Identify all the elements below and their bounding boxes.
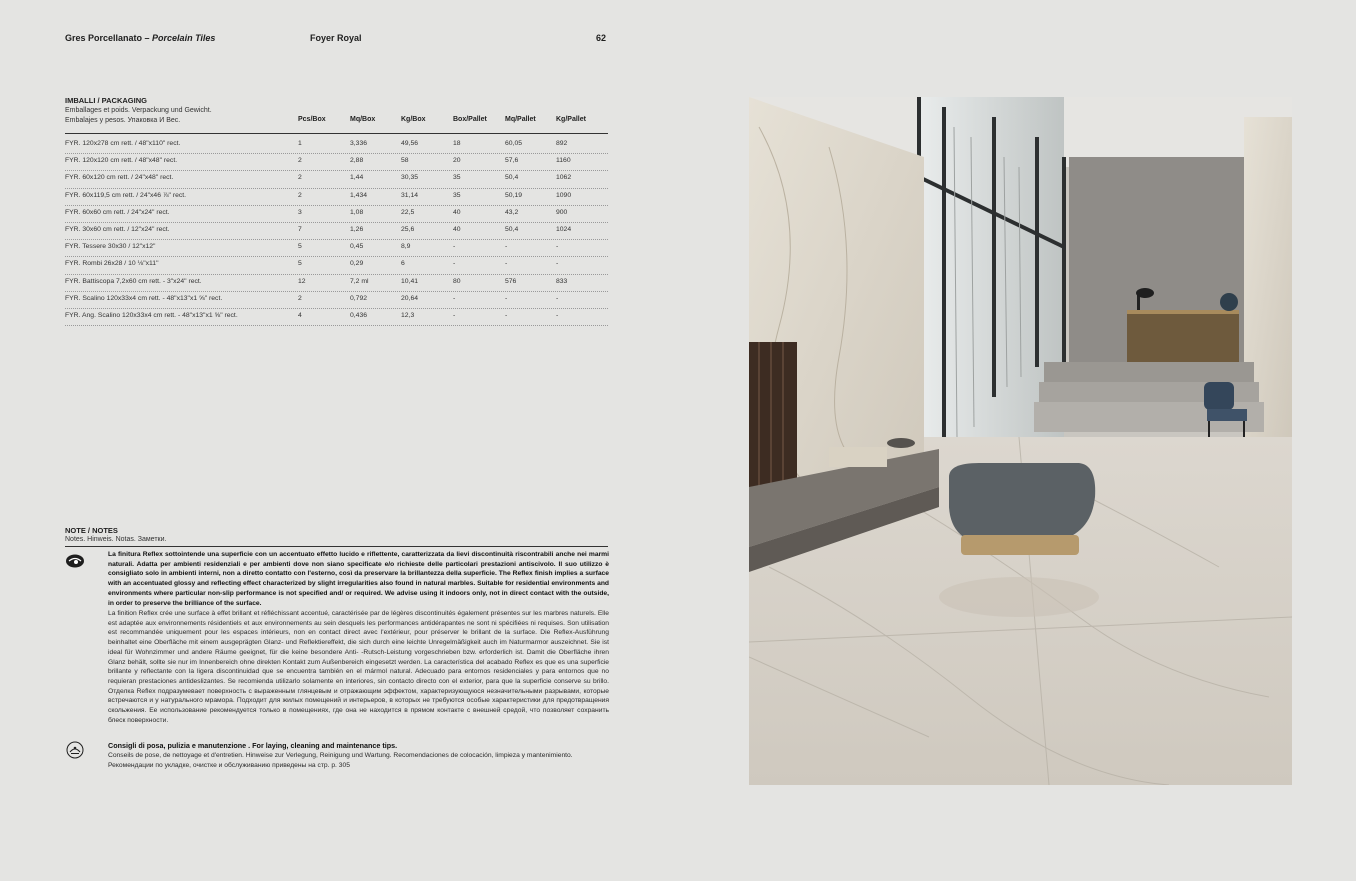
table-row xyxy=(65,240,608,257)
table-row xyxy=(65,223,608,240)
product-name-cell: FYR. 120x278 cm rett. / 48"x110" rect. xyxy=(65,140,181,147)
packaging-table xyxy=(65,137,608,326)
value-cell: 576 xyxy=(505,277,517,285)
value-cell: - xyxy=(453,243,456,251)
value-cell: - xyxy=(453,260,456,268)
value-cell: 12,3 xyxy=(401,311,415,319)
value-cell: 2,88 xyxy=(350,157,364,165)
value-cell: 0,45 xyxy=(350,243,364,251)
column-header-pcs-box: Pcs/Box xyxy=(298,116,326,123)
value-cell: 10,41 xyxy=(401,277,419,285)
value-cell: 833 xyxy=(556,277,568,285)
value-cell: 8,9 xyxy=(401,243,411,251)
value-cell: 7,2 ml xyxy=(350,277,369,285)
value-cell: 2 xyxy=(298,174,302,182)
value-cell: - xyxy=(556,260,559,268)
value-cell: - xyxy=(556,243,559,251)
value-cell: 40 xyxy=(453,208,461,216)
value-cell: 0,792 xyxy=(350,294,368,302)
value-cell: 43,2 xyxy=(505,208,519,216)
product-name-cell: FYR. Tessere 30x30 / 12"x12" xyxy=(65,243,156,251)
value-cell: 0,436 xyxy=(350,311,368,319)
column-header-box-pallet: Box/Pallet xyxy=(453,116,487,123)
value-cell: 2 xyxy=(298,191,302,199)
packaging-subtitle xyxy=(65,106,212,125)
column-header-mq-box: Mq/Box xyxy=(350,116,376,123)
value-cell: 30,35 xyxy=(401,174,419,182)
value-cell: 900 xyxy=(556,208,568,216)
packaging-title: IMBALLI / PACKAGING xyxy=(65,96,147,105)
maintenance-icon xyxy=(65,741,85,759)
value-cell: 5 xyxy=(298,243,302,251)
page-number: 62 xyxy=(596,33,607,43)
product-name-cell: FYR. 60x119,5 cm rett. / 24"x46 ⅞" rect. xyxy=(65,191,187,199)
value-cell: 80 xyxy=(453,277,461,285)
care-tips-text: Conseils de pose, de nettoyage et d'entretien. Hinweise zur Verlegung, Reinigung und Wartung. Recomendaciones de colocación, limpieza y mantenimiento. Рекомендации по укладке, очистке и обслуживанию приведены на стр. р. 305 xyxy=(108,752,573,769)
value-cell: - xyxy=(505,294,508,302)
table-row xyxy=(65,171,608,188)
product-name-cell: FYR. 30x60 cm rett. / 12"x24" rect. xyxy=(65,225,170,233)
value-cell: - xyxy=(556,311,559,319)
care-tips-title: Consigli di posa, pulizia e manutenzione . For laying, cleaning and maintenance tips. xyxy=(108,741,398,750)
value-cell: 35 xyxy=(453,174,461,182)
value-cell: - xyxy=(505,260,508,268)
packaging-header xyxy=(65,96,610,124)
product-name-cell: FYR. Ang. Scalino 120x33x4 cm rett. - 48"x13"x1 ⅝" rect. xyxy=(65,311,238,319)
value-cell: 1,08 xyxy=(350,208,364,216)
table-row xyxy=(65,257,608,274)
value-cell: 1,26 xyxy=(350,225,364,233)
product-name-cell: FYR. Rombi 26x28 / 10 ⅛"x11" xyxy=(65,260,159,268)
value-cell: 1062 xyxy=(556,174,572,182)
column-header-kg-box: Kg/Box xyxy=(401,116,426,123)
value-cell: 7 xyxy=(298,225,302,233)
value-cell: 31,14 xyxy=(401,191,419,199)
value-cell: 6 xyxy=(401,260,405,268)
table-row xyxy=(65,309,608,326)
value-cell: - xyxy=(453,311,456,319)
value-cell: 2 xyxy=(298,294,302,302)
product-name-cell: FYR. 120x120 cm rett. / 48"x48" rect. xyxy=(65,157,178,165)
value-cell: 50,4 xyxy=(505,225,519,233)
value-cell: 22,5 xyxy=(401,208,415,216)
product-name-cell: FYR. 60x120 cm rett. / 24"x48" rect. xyxy=(65,174,174,182)
table-row xyxy=(65,206,608,223)
table-row xyxy=(65,154,608,171)
value-cell: 2 xyxy=(298,157,302,165)
notes-header xyxy=(65,526,610,543)
reflex-note-bold: La finitura Reflex sottointende una superficie con un accentuato effetto lucido e riflettente, caratterizzata da lievi discontinuità riscontrabili anche nei marmi naturali. Adatta per ambienti residenziali e per ambienti dove non siano specificate e/o richieste delle particolari prestazioni antiscivolo. Il suo utilizzo è consigliato solo in ambienti interni, non a diretto contatto con l'esterno, così da preservare la brillantezza della superficie. The Reflex finish implies a surface with an accentuated glossy and reflecting effect characterized by slight irregularities also found in natural marbles. Suitable for residential environments and environments where particular non-slip performance is not specified and/ or required. We advise using it indoors only, not in direct contact with the outside, in order to preserve the brilliance of the surface. xyxy=(108,551,609,607)
brand-text: Gres Porcellanato – xyxy=(65,33,153,43)
value-cell: - xyxy=(505,311,508,319)
value-cell: 1160 xyxy=(556,157,571,165)
value-cell: - xyxy=(453,294,456,302)
value-cell: 1 xyxy=(298,140,302,147)
value-cell: 1,434 xyxy=(350,191,368,199)
table-row xyxy=(65,189,608,206)
value-cell: 18 xyxy=(453,140,461,147)
value-cell: 0,29 xyxy=(350,260,364,268)
product-name-cell: FYR. 60x60 cm rett. / 24"x24" rect. xyxy=(65,208,170,216)
catalog-section-title xyxy=(65,33,215,43)
value-cell: 892 xyxy=(556,140,568,147)
brand-italic-text: Porcelain Tiles xyxy=(152,33,216,43)
column-header-kg-pallet: Kg/Pallet xyxy=(556,116,586,123)
value-cell: 40 xyxy=(453,225,461,233)
table-row xyxy=(65,137,608,154)
value-cell: 35 xyxy=(453,191,461,199)
notes-rule xyxy=(65,546,608,547)
value-cell: 25,6 xyxy=(401,225,415,233)
packaging-subtitle-line: Embalajes y pesos. Упаковка И Вес. xyxy=(65,116,181,124)
value-cell: 49,56 xyxy=(401,140,419,147)
table-rule xyxy=(65,133,608,134)
value-cell: 58 xyxy=(401,157,409,165)
column-header-mq-pallet: Mq/Pallet xyxy=(505,116,536,123)
product-name-cell: FYR. Scalino 120x33x4 cm rett. - 48"x13"x1 ⅝" rect. xyxy=(65,294,223,302)
value-cell: 1,44 xyxy=(350,174,364,182)
value-cell: 1090 xyxy=(556,191,572,199)
value-cell: 4 xyxy=(298,311,302,319)
product-name-cell: FYR. Battiscopa 7,2x60 cm rett. - 3"x24" rect. xyxy=(65,277,202,285)
value-cell: 50,4 xyxy=(505,174,519,182)
notes-title: NOTE / NOTES xyxy=(65,526,118,535)
value-cell: 12 xyxy=(298,277,306,285)
reflex-finish-icon xyxy=(65,552,85,570)
value-cell: 3 xyxy=(298,208,302,216)
value-cell: 60,05 xyxy=(505,140,523,147)
value-cell: - xyxy=(556,294,559,302)
value-cell: - xyxy=(505,243,508,251)
value-cell: 20 xyxy=(453,157,461,165)
value-cell: 50,19 xyxy=(505,191,523,199)
table-row xyxy=(65,275,608,292)
packaging-subtitle-line: Emballages et poids. Verpackung und Gewicht. xyxy=(65,107,212,114)
value-cell: 3,336 xyxy=(350,140,368,147)
reflex-note-text: La finition Reflex crée une surface à effet brillant et réfléchissant accentué, caractérisée par de légères discontinuités également présentes sur les marbres naturels. Elle est adaptée aux environnements résidentiels et aux environnements au sein desquels les performances antidérapantes ne sont ni spécifiées ni requises. Son utilisation est recommandée uniquement pour les espaces intérieurs, non en contact direct avec l'extérieur, pour préserver le brillant de la surface. Die Reflex-Ausführung beinhaltet eine Oberfläche mit einem ausgeprägten Glanz- und Reflektiereffekt, die sich durch eine leichte Unregelmäßigkeit auch im Naturmarmor auszeichnet. Sie ist ideal für Wohnzimmer und andere Räume geeignet, für die keine besondere Anti- -Rutsch-Leistung vorgeschrieben bzw. erforderlich ist. Damit die Oberfläche ihren Glanz behält, sollte sie nur im Innenbereich ohne direkten Kontakt zum Außenbereich eingesetzt werden. La característica del acabado Reflex es que es una superficie brillante y reflectante con la ligera discontinuidad que se encuentra también en el mármol natural. Adecuado para entornos residenciales y para entornos que no requieran prestaciones antideslizantes. Se recomienda utilizarlo solamente en interiores, sin contacto directo con el exterior, para que la superficie conserve su brillo. Отделка Reflex подразумевает поверхность с выраженным глянцевым и отражающим эффектом, характеризующуюся незначительными разрывами, которые встречаются и у натурального мрамора. Подходит для жилых помещений и интерьеров, в которых не требуются особые характеристики для предотвращения скольжения. Ее использование рекомендуется только в помещениях, где она не находится в прямом контакте с внешней средой, что позволяет сохранить блеск поверхности. xyxy=(108,610,609,724)
value-cell: 1024 xyxy=(556,225,572,233)
value-cell: 20,64 xyxy=(401,294,419,302)
table-row xyxy=(65,292,608,309)
value-cell: 5 xyxy=(298,260,302,268)
value-cell: 57,6 xyxy=(505,157,519,165)
collection-title: Foyer Royal xyxy=(310,33,362,43)
interior-room-photo xyxy=(749,97,1292,785)
notes-subtitle: Notes. Hinweis. Notas. Заметки. xyxy=(65,536,167,543)
